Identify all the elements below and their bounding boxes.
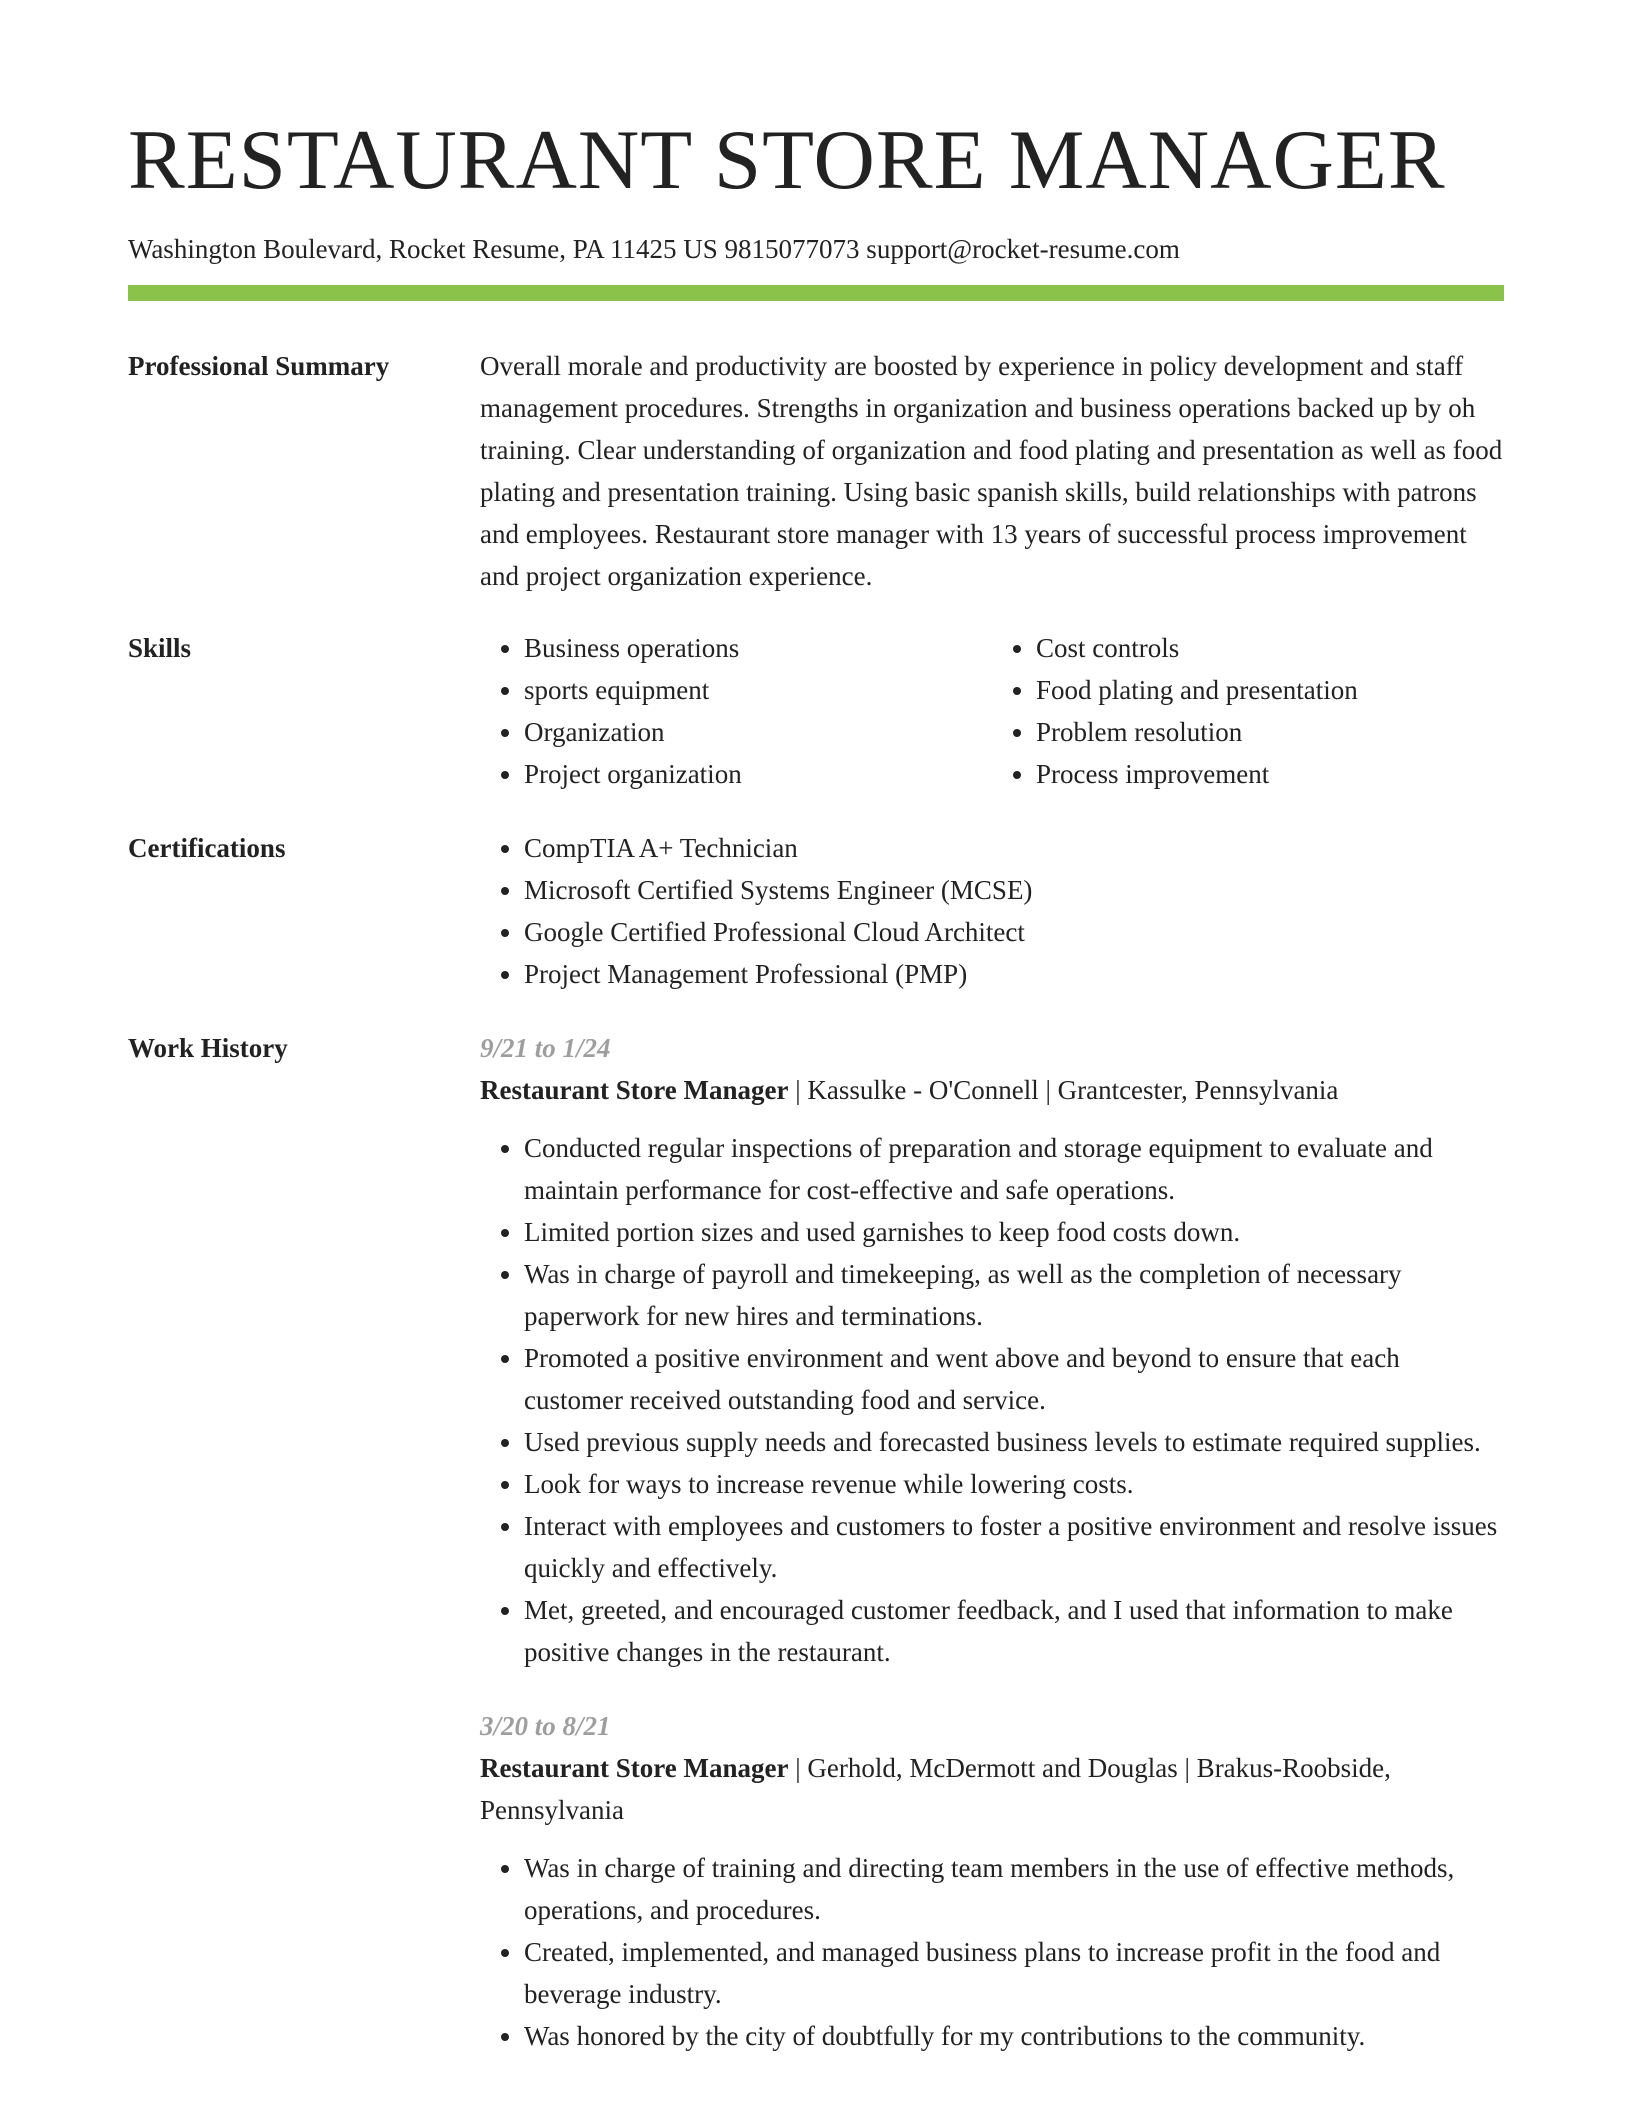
- job-heading: [480, 1747, 1504, 1831]
- job-entry: [480, 1705, 1504, 2057]
- job-bullet: • Was in charge of payroll and timekeeping, as well as the completion of necessary paperwork for new hires and terminations.: [524, 1253, 1504, 1337]
- skills-heading: Skills: [128, 633, 192, 663]
- job-bullet: • Promoted a positive environment and went above and beyond to ensure that each customer received outstanding food and service.: [524, 1337, 1504, 1421]
- skill-item: • Project organization: [524, 753, 992, 795]
- skill-item: • Food plating and presentation: [1036, 669, 1504, 711]
- skill-item: • Business operations: [524, 627, 992, 669]
- job-bullet: • Was in charge of training and directing team members in the use of effective methods, operations, and procedures.: [524, 1847, 1504, 1931]
- header-divider: [128, 285, 1504, 301]
- skill-item: • Organization: [524, 711, 992, 753]
- certifications-heading: Certifications: [128, 833, 286, 863]
- job-bullet: • Created, implemented, and managed business plans to increase profit in the food and beverage industry.: [524, 1931, 1504, 2015]
- work-history-heading: Work History: [128, 1033, 288, 1063]
- certification-item: • Project Management Professional (PMP): [524, 953, 1504, 995]
- job-details: | Kassulke - O'Connell | Grantcester, Pennsylvania: [788, 1075, 1339, 1105]
- job-bullet: • Interact with employees and customers to foster a positive environment and resolve issues quickly and effectively.: [524, 1505, 1504, 1589]
- job-entry: [480, 1027, 1504, 1673]
- skill-item: • Cost controls: [1036, 627, 1504, 669]
- job-bullet: • Limited portion sizes and used garnishes to keep food costs down.: [524, 1211, 1504, 1253]
- job-bullet: • Used previous supply needs and forecasted business levels to estimate required supplies.: [524, 1421, 1504, 1463]
- summary-text: Overall morale and productivity are boosted by experience in policy development and staff management procedures. Strengths in organization and business operations backed up by oh training. Clear understanding of organization and food plating and presentation as well as food plating and presentation training. Using basic spanish skills, build relationships with patrons and employees. Restaurant store manager with 13 years of successful process improvement and project organization experience.: [480, 351, 1503, 591]
- certification-item: • CompTIA A+ Technician: [524, 827, 1504, 869]
- skill-item: • Problem resolution: [1036, 711, 1504, 753]
- job-bullets: [480, 1847, 1504, 2057]
- job-bullets: [480, 1127, 1504, 1673]
- skill-item: • sports equipment: [524, 669, 992, 711]
- skills-column-2: [992, 627, 1504, 795]
- job-title: Restaurant Store Manager: [480, 1753, 789, 1783]
- certification-item: • Microsoft Certified Systems Engineer (MCSE): [524, 869, 1504, 911]
- job-bullet: • Look for ways to increase revenue while lowering costs.: [524, 1463, 1504, 1505]
- contact-info: Washington Boulevard, Rocket Resume, PA 11425 US 9815077073 support@rocket-resume.com: [128, 234, 1180, 264]
- summary-heading: Professional Summary: [128, 351, 390, 381]
- job-details: | Gerhold, McDermott and Douglas | Brakus-Roobside, Pennsylvania: [480, 1753, 1391, 1825]
- certification-item: • Google Certified Professional Cloud Architect: [524, 911, 1504, 953]
- job-bullet: • Conducted regular inspections of preparation and storage equipment to evaluate and maintain performance for cost-effective and safe operations.: [524, 1127, 1504, 1211]
- certifications-list: [480, 827, 1504, 995]
- job-bullet: • Was honored by the city of doubtfully for my contributions to the community.: [524, 2015, 1504, 2057]
- resume-name: RESTAURANT STORE MANAGER: [128, 113, 1446, 207]
- skill-item: • Process improvement: [1036, 753, 1504, 795]
- job-dates: 3/20 to 8/21: [480, 1711, 611, 1741]
- job-title: Restaurant Store Manager: [480, 1075, 789, 1105]
- skills-column-1: [480, 627, 992, 795]
- job-bullet: • Met, greeted, and encouraged customer feedback, and I used that information to make positive changes in the restaurant.: [524, 1589, 1504, 1673]
- job-heading: [480, 1069, 1504, 1111]
- job-dates: 9/21 to 1/24: [480, 1033, 611, 1063]
